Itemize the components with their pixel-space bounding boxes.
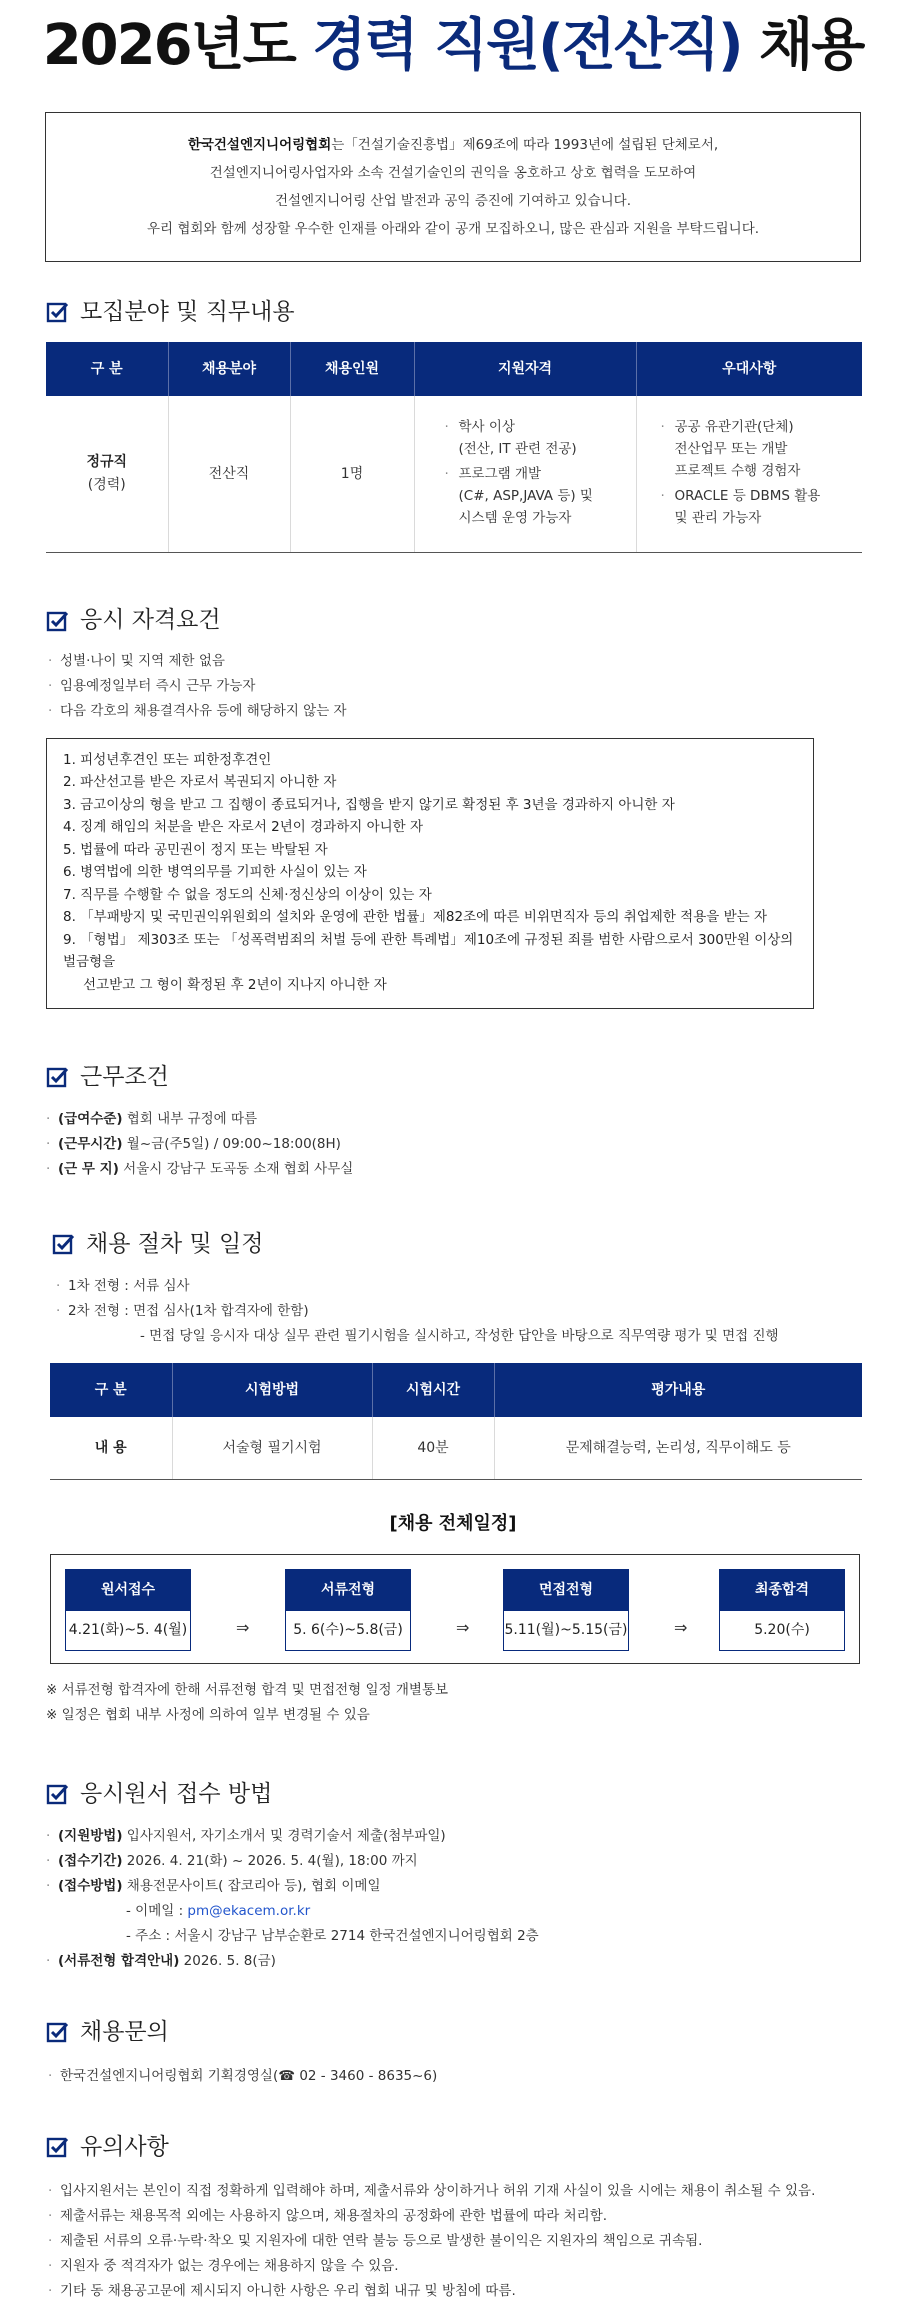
checkbox-icon — [46, 1782, 70, 1806]
list-item: · ORACLE 등 DBMS 활용 및 관리 가능자 — [661, 485, 863, 529]
section-notice-heading — [46, 2129, 906, 2165]
list-item: 1. 피성년후견인 또는 피한정후견인 — [63, 751, 272, 768]
recruit-cell-type — [46, 396, 168, 552]
list-item — [46, 1849, 906, 1874]
recruit-type-sub: (경력) — [87, 476, 126, 493]
recruit-cell-pref — [636, 396, 862, 552]
schedule-step — [503, 1569, 629, 1651]
application-key: (서류전형 합격안내) — [58, 1953, 180, 1970]
schedule-step-date: 4.21(화)~5. 4(월) — [65, 1611, 191, 1651]
list-item: · 임용예정일부터 즉시 근무 가능자 — [46, 674, 906, 699]
schedule-flow — [50, 1554, 860, 1664]
section-process-title: 채용 절차 및 일정 — [86, 1230, 264, 1257]
application-key: (지원방법) — [58, 1828, 123, 1845]
title-year: 2026년도 — [42, 13, 295, 78]
list-item: 3. 금고이상의 형을 받고 그 집행이 종료되거나, 집행을 받지 않기로 확정된 후 3년을 경과하지 아니한 자 — [63, 796, 675, 813]
eligibility-list — [46, 649, 906, 724]
application-value: 2026. 5. 8(금) — [179, 1953, 276, 1970]
exam-table-header — [50, 1363, 862, 1417]
schedule-step-date: 5.11(월)~5.15(금) — [503, 1611, 629, 1651]
schedule-step-label: 최종합격 — [719, 1569, 845, 1611]
recruit-th-pref: 우대사항 — [636, 342, 862, 396]
checkbox-icon — [46, 2020, 70, 2044]
table-row — [46, 396, 862, 552]
qualification-list — [415, 416, 636, 529]
intro-box — [45, 112, 861, 262]
section-process-heading — [52, 1226, 906, 1262]
schedule-step — [285, 1569, 411, 1651]
recruit-cell-field: 전산직 — [168, 396, 290, 552]
recruit-th-qual: 지원자격 — [414, 342, 636, 396]
condition-key: (근 무 지) — [58, 1161, 119, 1177]
arrow-right-icon: ⇒ — [674, 1618, 688, 1638]
schedule-note: ※ 서류전형 합격자에 한해 서류전형 합격 및 면접전형 일정 개별통보 — [46, 1682, 449, 1699]
section-eligibility-title: 응시 자격요건 — [80, 607, 221, 634]
intro-line-1 — [66, 131, 840, 159]
recruit-cell-qual — [414, 396, 636, 552]
exam-th-time: 시험시간 — [372, 1363, 494, 1417]
application-address-row: - 주소 : 서울시 강남구 남부순환로 2714 한국건설엔지니어링협회 2층 — [126, 1928, 539, 1945]
recruit-cell-count: 1명 — [290, 396, 414, 552]
recruit-th-field: 채용분야 — [168, 342, 290, 396]
checkbox-icon — [46, 1065, 70, 1089]
schedule-step-label: 서류전형 — [285, 1569, 411, 1611]
email-label: - 이메일 : — [126, 1903, 188, 1920]
process-steps-list — [54, 1274, 906, 1324]
list-item: · 한국건설엔지니어링협회 기획경영실(☎ 02 - 3460 - 8635~6) — [46, 2064, 906, 2089]
exam-table — [50, 1363, 862, 1480]
list-item: 4. 징계 해임의 처분을 받은 자로서 2년이 경과하지 아니한 자 — [63, 819, 424, 835]
list-item: · 1차 전형 : 서류 심사 — [54, 1274, 906, 1299]
section-recruit-title: 모집분야 및 직무내용 — [80, 298, 295, 325]
list-item: 5. 법률에 따라 공민권이 정지 또는 박탈된 자 — [63, 841, 328, 858]
section-inquiry-title: 채용문의 — [80, 2018, 169, 2045]
condition-value: 협회 내부 규정에 따름 — [122, 1111, 258, 1127]
schedule-step — [65, 1569, 191, 1651]
application-value: 입사지원서, 자기소개서 및 경력기술서 제출(첨부파일) — [122, 1828, 446, 1845]
intro-line-4: 우리 협회와 함께 성장할 우수한 인재를 아래와 같이 공개 모집하오니, 많은 관심과 지원을 부탁드립니다. — [146, 221, 760, 237]
application-value: 채용전문사이트( 잡코리아 등), 협회 이메일 — [122, 1878, 381, 1895]
title-tail: 채용 — [759, 13, 864, 78]
inquiry-list — [46, 2064, 906, 2089]
disqualification-list — [63, 749, 799, 997]
list-item: · 2차 전형 : 면접 심사(1차 합격자에 한함) — [54, 1299, 906, 1324]
exam-cell-time: 40분 — [372, 1417, 494, 1479]
condition-key: (근무시간) — [58, 1136, 123, 1152]
list-item: 2. 파산선고를 받은 자로서 복권되지 아니한 자 — [63, 774, 337, 790]
checkbox-icon — [46, 300, 70, 324]
list-item: · 프로그램 개발 (C#, ASP,JAVA 등) 및 시스템 운영 가능자 — [445, 463, 636, 529]
list-item: · 입사지원서는 본인이 직접 정확하게 입력해야 하며, 제출서류와 상이하거나 허위 기재 사실이 있을 시에는 채용이 취소될 수 있음. — [46, 2179, 906, 2204]
schedule-title: [채용 전체일정] — [389, 1512, 517, 1534]
schedule-notes — [0, 1678, 906, 1728]
section-notice-title: 유의사항 — [80, 2133, 169, 2160]
checkbox-icon — [46, 609, 70, 633]
preference-list — [637, 416, 863, 529]
section-application-heading — [46, 1776, 906, 1812]
schedule-note: ※ 일정은 협회 내부 사정에 의하여 일부 변경될 수 있음 — [46, 1707, 370, 1724]
intro-org: 한국건설엔지니어링협회 — [187, 137, 332, 153]
section-conditions-title: 근무조건 — [80, 1063, 169, 1090]
title-accent: 경력 직원(전산직) — [312, 13, 742, 78]
section-eligibility-heading — [46, 603, 906, 639]
schedule-step-label: 원서접수 — [65, 1569, 191, 1611]
process-step2-detail: - 면접 당일 응시자 대상 실무 관련 필기시험을 실시하고, 작성한 답안을 바탕으로 직무역량 평가 및 면접 진행 — [140, 1328, 779, 1344]
section-conditions-heading — [46, 1059, 906, 1095]
exam-cell-method: 서술형 필기시험 — [172, 1417, 372, 1479]
list-item: · 다음 각호의 채용결격사유 등에 해당하지 않는 자 — [46, 699, 906, 724]
list-item: · 지원자 중 적격자가 없는 경우에는 채용하지 않을 수 있음. — [46, 2254, 906, 2279]
list-item: · 제출된 서류의 오류·누락·착오 및 지원자에 대한 연락 불능 등으로 발생한 불이익은 지원자의 책임으로 귀속됨. — [46, 2229, 906, 2254]
conditions-list — [46, 1107, 906, 1182]
list-item: · 기타 동 채용공고문에 제시되지 아니한 사항은 우리 협회 내규 및 방침에 따름. — [46, 2279, 906, 2304]
application-email-row — [46, 1899, 906, 1924]
condition-key: (급여수준) — [58, 1111, 123, 1127]
intro-line-1-rest: 는「건설기술진흥법」제69조에 따라 1993년에 설립된 단체로서, — [331, 137, 719, 153]
list-item — [46, 1157, 906, 1182]
application-key: (접수방법) — [58, 1878, 123, 1895]
application-list — [46, 1824, 906, 1974]
arrow-right-icon: ⇒ — [236, 1618, 250, 1638]
disqualification-box — [46, 738, 814, 1010]
list-item: 8. 「부패방지 및 국민권익위원회의 설치와 운영에 관한 법률」제82조에 따른 비위면직자 등의 취업제한 적용을 받는 자 — [63, 909, 767, 925]
condition-value: 서울시 강남구 도곡동 소재 협회 사무실 — [118, 1161, 354, 1177]
list-item-continuation: 선고받고 그 형이 확정된 후 2년이 지나지 아니한 자 — [83, 976, 387, 993]
exam-cell-content: 문제해결능력, 논리성, 직무이해도 등 — [494, 1417, 862, 1479]
list-item: · 성별·나이 및 지역 제한 없음 — [46, 649, 906, 674]
checkbox-icon — [52, 1232, 76, 1256]
section-application-title: 응시원서 접수 방법 — [80, 1780, 273, 1807]
list-item: 6. 병역법에 의한 병역의무를 기피한 사실이 있는 자 — [63, 864, 367, 880]
application-key: (접수기간) — [58, 1853, 123, 1870]
section-inquiry-heading — [46, 2014, 906, 2050]
exam-th-method: 시험방법 — [172, 1363, 372, 1417]
exam-th-content: 평가내용 — [494, 1363, 862, 1417]
recruit-table-header — [46, 342, 862, 396]
list-item — [46, 1132, 906, 1157]
email-link[interactable]: pm@ekacem.or.kr — [187, 1903, 311, 1920]
exam-th-type: 구 분 — [50, 1363, 172, 1417]
list-item: 7. 직무를 수행할 수 없을 정도의 신체·정신상의 이상이 있는 자 — [63, 886, 432, 903]
application-value: 2026. 4. 21(화) ~ 2026. 5. 4(월), 18:00 까지 — [122, 1853, 418, 1870]
list-item — [46, 1107, 906, 1132]
list-item — [46, 1874, 906, 1899]
schedule-step-label: 면접전형 — [503, 1569, 629, 1611]
list-item: · 제출서류는 채용목적 외에는 사용하지 않으며, 채용절차의 공정화에 관한 법률에 따라 처리함. — [46, 2204, 906, 2229]
exam-cell-type: 내 용 — [50, 1417, 172, 1479]
checkbox-icon — [46, 2135, 70, 2159]
recruit-table — [46, 342, 862, 553]
list-item: · 학사 이상 (전산, IT 관련 전공) — [445, 416, 636, 460]
recruit-type: 정규직 — [86, 454, 128, 471]
intro-line-2: 건설엔지니어링사업자와 소속 건설기술인의 권익을 옹호하고 상호 협력을 도모하여 — [209, 165, 697, 181]
list-item — [46, 1949, 906, 1974]
page-title — [0, 4, 906, 88]
intro-line-3: 건설엔지니어링 산업 발전과 공익 증진에 기여하고 있습니다. — [274, 193, 632, 209]
list-item: 9. 「형법」 제303조 또는 「성폭력범죄의 처벌 등에 관한 특례법」제10조에 규정된 죄를 범한 사람으로서 300만원 이상의 벌금형을 — [63, 931, 794, 970]
schedule-step-date: 5. 6(수)~5.8(금) — [285, 1611, 411, 1651]
schedule-step — [719, 1569, 845, 1651]
recruit-th-count: 채용인원 — [290, 342, 414, 396]
table-row — [50, 1417, 862, 1479]
section-recruit-heading — [46, 294, 906, 330]
schedule-step-date: 5.20(수) — [719, 1611, 845, 1651]
recruit-th-type: 구 분 — [46, 342, 168, 396]
list-item — [46, 1824, 906, 1849]
list-item: · 공공 유관기관(단체) 전산업무 또는 개발 프로젝트 수행 경험자 — [661, 416, 863, 482]
arrow-right-icon: ⇒ — [456, 1618, 470, 1638]
condition-value: 월~금(주5일) / 09:00~18:00(8H) — [122, 1136, 341, 1152]
notice-list — [46, 2179, 906, 2304]
